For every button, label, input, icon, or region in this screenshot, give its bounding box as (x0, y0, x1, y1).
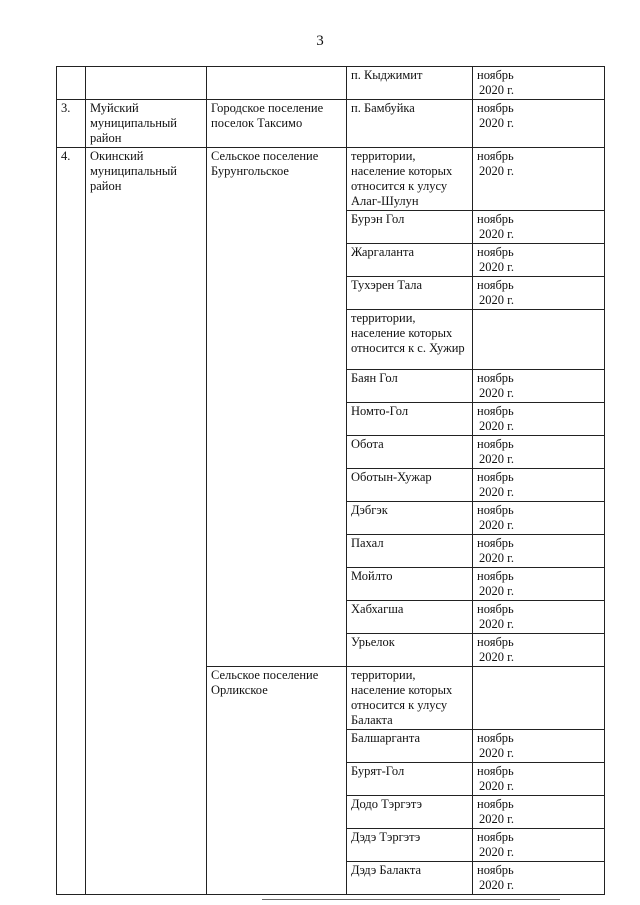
page-number: 3 (316, 33, 324, 49)
row-number-cell: 4. (57, 148, 86, 895)
locality-cell: Дэдэ Тэргэтэ (347, 829, 473, 862)
locality-cell: Обота (347, 436, 473, 469)
date-cell: ноябрь 2020 г. (473, 67, 605, 100)
date-cell (473, 667, 605, 730)
table-row (57, 100, 605, 148)
locality-cell: Баян Гол (347, 370, 473, 403)
date-cell: ноябрь 2020 г. (473, 634, 605, 667)
schedule-table (56, 66, 605, 895)
district-cell: Муйский муниципальный район (86, 100, 207, 148)
date-cell (473, 310, 605, 370)
settlement-cell: Сельское поселение Бурунгольское (207, 148, 347, 667)
locality-cell: Мойлто (347, 568, 473, 601)
locality-cell: территории, население которых относится к улусу Алаг-Шулун (347, 148, 473, 211)
date-cell: ноябрь 2020 г. (473, 601, 605, 634)
date-cell: ноябрь 2020 г. (473, 568, 605, 601)
locality-cell: Оботын-Хужар (347, 469, 473, 502)
date-cell: ноябрь 2020 г. (473, 796, 605, 829)
date-cell: ноябрь 2020 г. (473, 535, 605, 568)
locality-cell: территории, население которых относится к улусу Балакта (347, 667, 473, 730)
settlement-cell: Городское поселение поселок Таксимо (207, 100, 347, 148)
date-cell: ноябрь 2020 г. (473, 829, 605, 862)
district-cell: Окинский муниципальный район (86, 148, 207, 895)
date-cell: ноябрь 2020 г. (473, 763, 605, 796)
locality-cell: Хабхагша (347, 601, 473, 634)
table-row (57, 148, 605, 211)
row-number-cell (57, 67, 86, 100)
settlement-cell (207, 67, 347, 100)
locality-cell: территории, население которых относится к с. Хужир (347, 310, 473, 370)
locality-cell: п. Кыджимит (347, 67, 473, 100)
date-cell: ноябрь 2020 г. (473, 244, 605, 277)
locality-cell: Пахал (347, 535, 473, 568)
locality-cell: Бурят-Гол (347, 763, 473, 796)
date-cell: ноябрь 2020 г. (473, 502, 605, 535)
date-cell: ноябрь 2020 г. (473, 211, 605, 244)
locality-cell: Бурэн Гол (347, 211, 473, 244)
table-row (57, 67, 605, 100)
locality-cell: Дэбгэк (347, 502, 473, 535)
date-cell: ноябрь 2020 г. (473, 100, 605, 148)
date-cell: ноябрь 2020 г. (473, 436, 605, 469)
locality-cell: Балшарганта (347, 730, 473, 763)
date-cell: ноябрь 2020 г. (473, 370, 605, 403)
row-number-cell: 3. (57, 100, 86, 148)
date-cell: ноябрь 2020 г. (473, 148, 605, 211)
locality-cell: п. Бамбуйка (347, 100, 473, 148)
date-cell: ноябрь 2020 г. (473, 469, 605, 502)
locality-cell: Жаргаланта (347, 244, 473, 277)
locality-cell: Тухэрен Тала (347, 277, 473, 310)
date-cell: ноябрь 2020 г. (473, 403, 605, 436)
district-cell (86, 67, 207, 100)
locality-cell: Дэдэ Балакта (347, 862, 473, 895)
date-cell: ноябрь 2020 г. (473, 862, 605, 895)
date-cell: ноябрь 2020 г. (473, 277, 605, 310)
date-cell: ноябрь 2020 г. (473, 730, 605, 763)
locality-cell: Додо Тэргэтэ (347, 796, 473, 829)
footer-rule (262, 899, 560, 900)
settlement-cell: Сельское поселение Орликское (207, 667, 347, 895)
locality-cell: Урьелок (347, 634, 473, 667)
locality-cell: Номто-Гол (347, 403, 473, 436)
